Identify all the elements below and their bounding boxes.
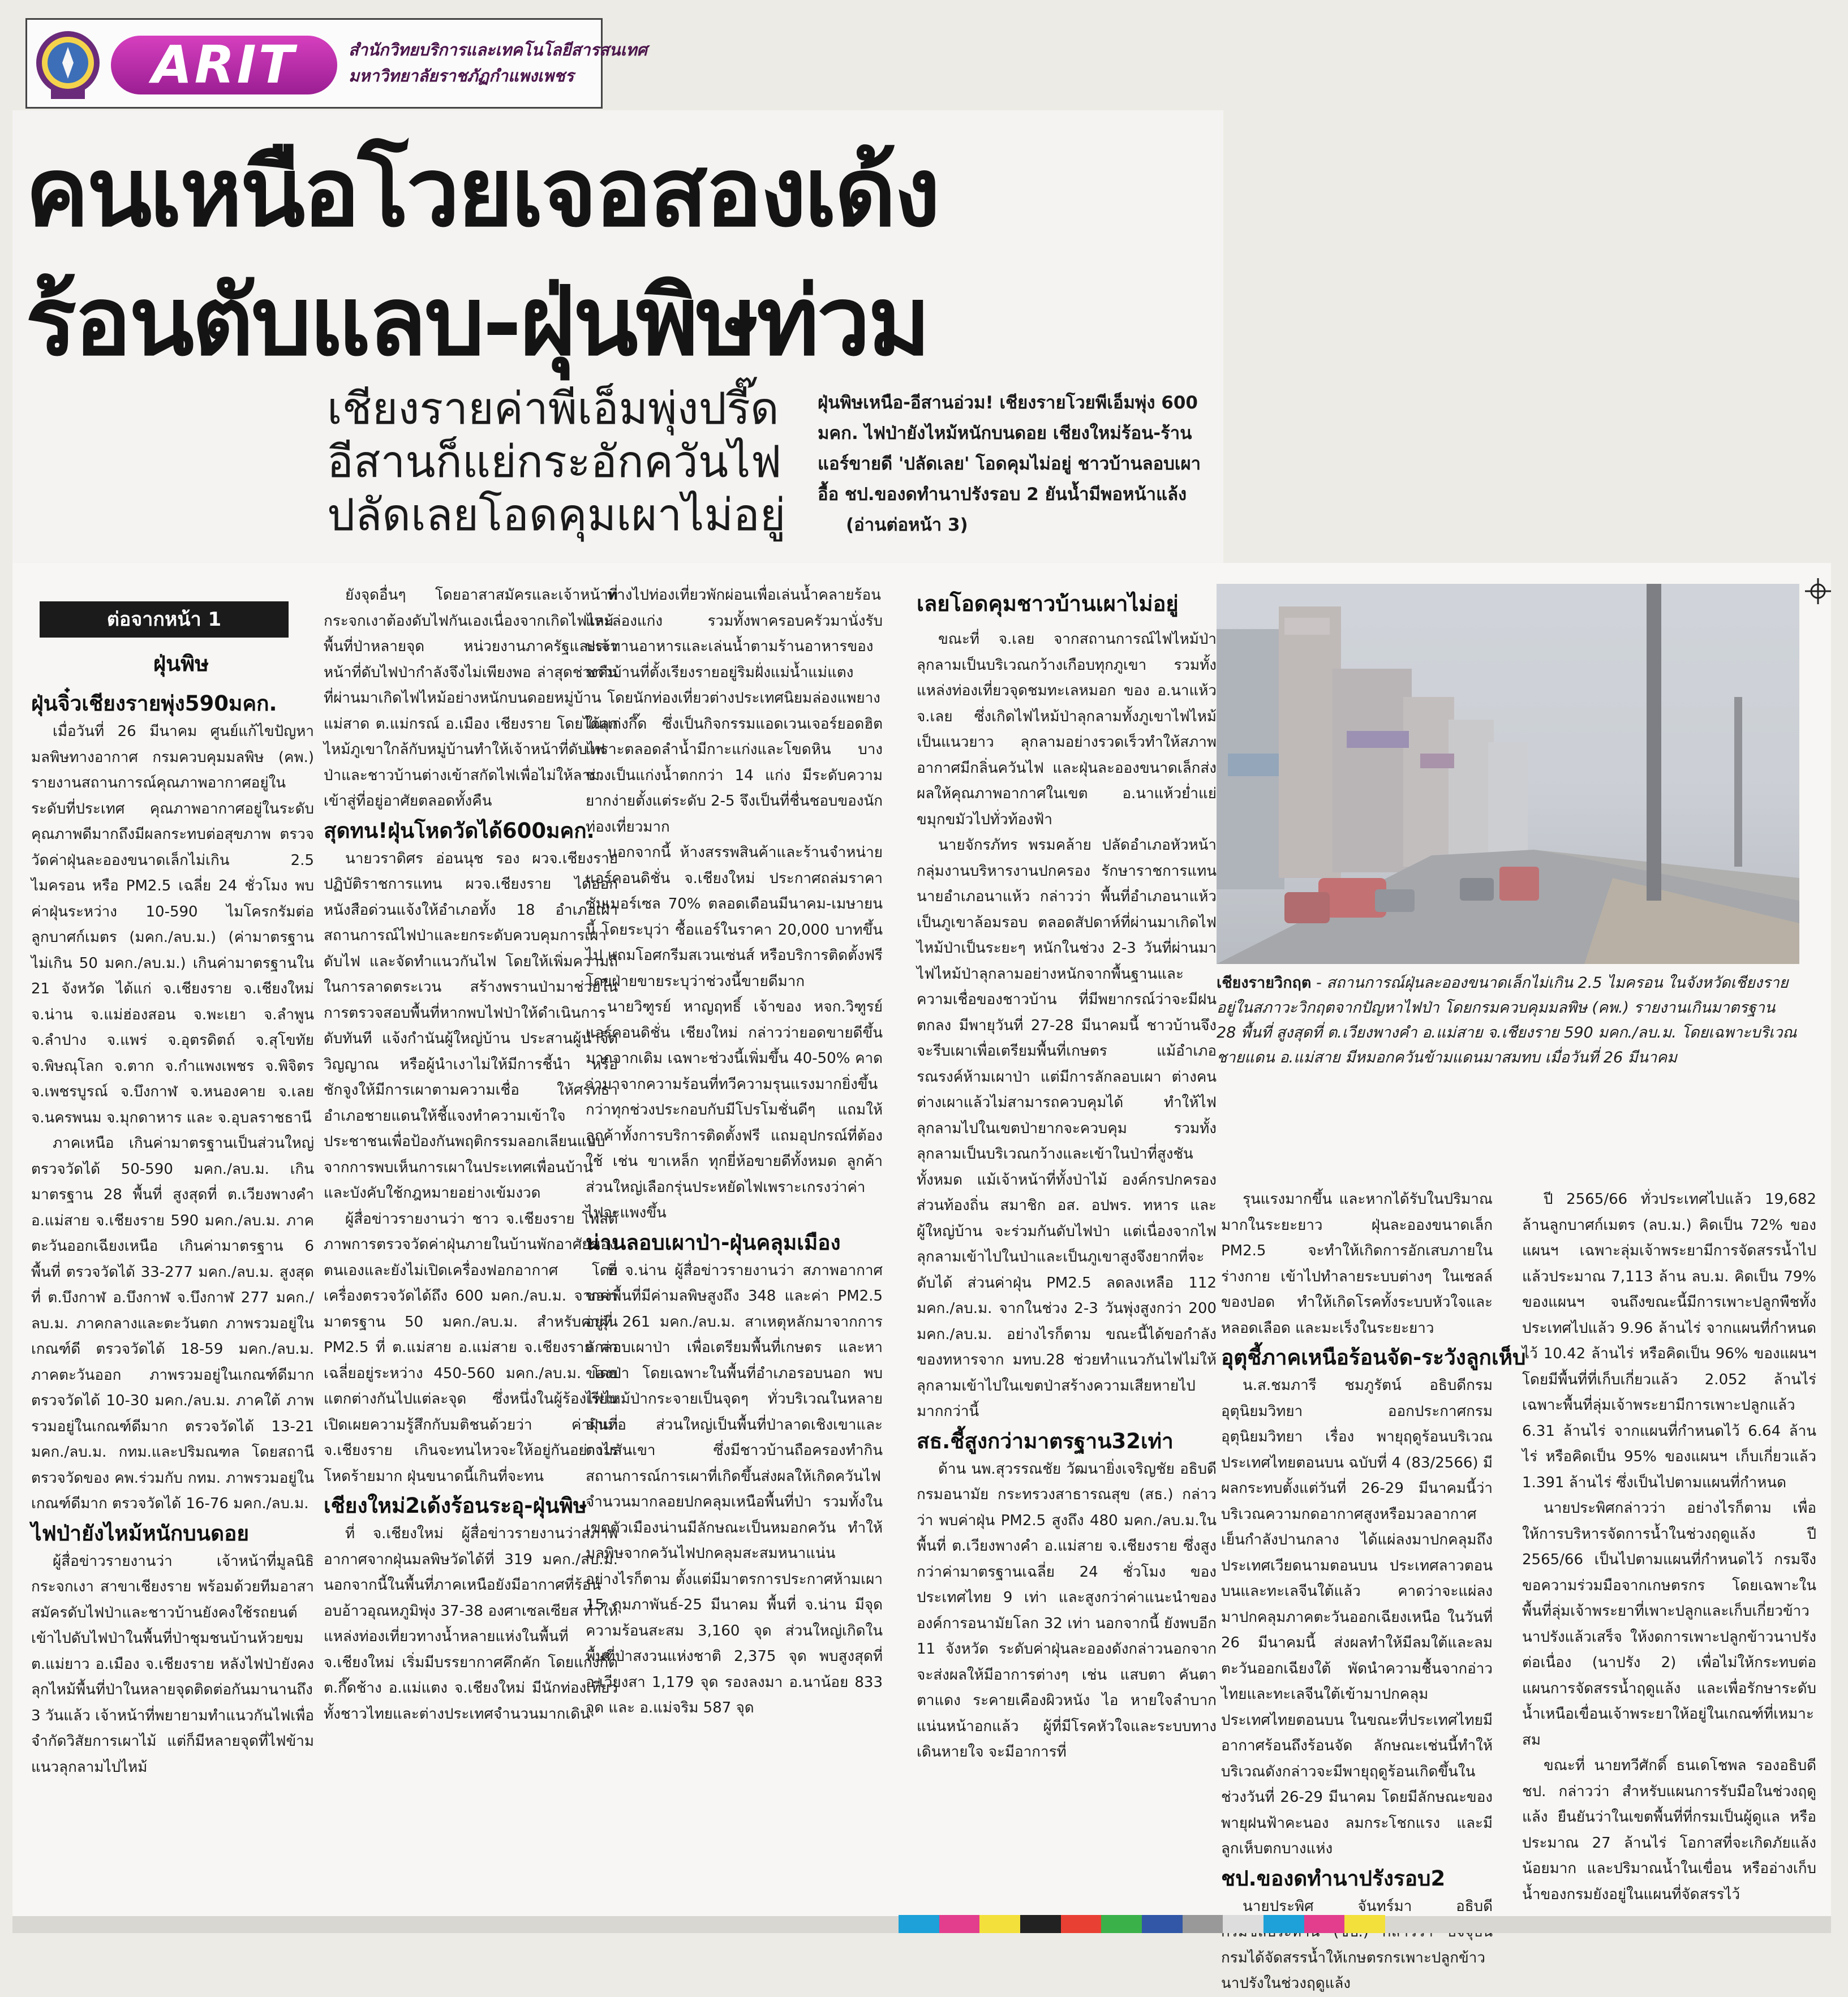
section-tag: ฝุ่นพิษ bbox=[153, 651, 209, 676]
col5-paragraph-1: รุนแรงมากขึ้น และหากได้รับในปริมาณมากในระยะยาว ฝุ่นละอองขนาดเล็ก PM2.5 จะทำให้เกิดการอักเสบภายในร่างกาย เข้าไปทำลายระบบต่างๆ ในเซลล์ของปอด ทำให้เกิดโรคทั้งระบบหัวใจและหลอดเลือด และมะเร็งในระยะยาว bbox=[1221, 1191, 1493, 1337]
arit-logo-text: ARIT bbox=[152, 36, 296, 94]
photo-caption bbox=[1217, 971, 1799, 1070]
col5-heading-2: ชป.ของดทำนาปรังรอบ2 bbox=[1221, 1866, 1446, 1891]
col3-paragraph-4: นายวิฑูรย์ หาญฤทธิ์ เจ้าของ หจก.วิฑูรย์แอร์คอนดิชั่น เชียงใหม่ กล่าวว่ายอดขายดีขึ้นมากจากเดิม เฉพาะช่วงนี้เพิ่มขึ้น 40-50% คาดว่ามาจากความร้อนที่ทวีความรุนแรงมากยิ่งขึ้น กว่าทุกช่วงประกอบกับมีโปรโมชั่นดีๆ แถมให้ลูกค้าทั้งการบริการติดตั้งฟรี แถมอุปกรณ์ที่ต้องใช้ เช่น ขาเหล็ก ทุกยี่ห้อขายดีทั้งหมด ลูกค้าส่วนใหญ่เลือกรุ่นประหยัดไฟเพราะเกรงว่าค่าไฟจะแพงขึ้น bbox=[586, 998, 883, 1221]
col5-paragraph-3: นายประพิศ จันทร์มา อธิบดี กรมได้จัดสรรน้ำให้เกษตรกรเพาะปลูกข้าวนาปรังในช่วงฤดูแล้ง bbox=[1221, 1897, 1493, 1992]
col5-heading-1: อุตุชี้ภาคเหนือร้อนจัด-ระวังลูกเห็บ bbox=[1221, 1345, 1526, 1370]
continued-on-page-note: (อ่านต่อหน้า 3) bbox=[846, 515, 968, 535]
color-swatch bbox=[1344, 1915, 1385, 1933]
color-swatch bbox=[1304, 1915, 1345, 1933]
article-column-5 bbox=[1221, 1187, 1526, 1997]
arit-label bbox=[25, 18, 647, 109]
col4-heading-top: เลยโอดคุมชาวบ้านเผาไม่อยู่ bbox=[917, 591, 1179, 616]
color-swatch bbox=[1183, 1915, 1223, 1933]
col6-paragraph-2: นายประพิศกล่าวว่า อย่างไรก็ตาม เพื่อให้การบริหารจัดการน้ำในช่วงฤดูแล้ง ปี 2565/66 เป็นไปตามแผนที่กำหนดไว้ กรมจึงขอความร่วมมือจากเกษตรกร โดยเฉพาะในพื้นที่ลุ่มเจ้าพระยาที่เพาะปลูกและเก็บเกี่ยวข้าวนาปรังแล้วเสร็จ ให้งดการเพาะปลูกข้าวนาปรังต่อเนื่อง (นาปรัง 2) เพื่อไม่ให้กระทบต่อแผนการจัดสรรน้ำฤดูแล้ง และเพื่อรักษาระดับน้ำเหนือเขื่อนเจ้าพระยาให้อยู่ในเกณฑ์ที่เหมาะสม bbox=[1522, 1500, 1816, 1749]
col2-paragraph-3: ผู้สื่อข่าวรายงานว่า ชาว จ.เชียงราย โพสต์ภาพการตรวจวัดค่าฝุ่นภายในบ้านพักอาศัยของตนเองและยังไม่เปิดเครื่องฟอกอากาศ โดยเครื่องตรวจวัดได้ถึง 600 มคก./ลบ.ม. จากค่ามาตรฐาน 50 มคก./ลบ.ม. สำหรับค่าฝุ่น PM2.5 ที่ ต.แม่สาย อ.แม่สาย จ.เชียงราย ค่าเฉลี่ยอยู่ระหว่าง 450-560 มคก./ลบ.ม. โดยแตกต่างกันไปแต่ละจุด ซึ่งหนึ่งในผู้ร้องเรียนเปิดเผยความรู้สึกกับมติชนด้วยว่า ค่าฝุ่นที่ จ.เชียงราย เกินจะทนไหวจะให้อยู่กันอย่างไร โหดร้ายมาก ฝุ่นขนาดนี้เกินที่จะทน bbox=[324, 1210, 618, 1485]
col3-paragraph-5: ที่ จ.น่าน ผู้สื่อข่าวรายงานว่า สภาพอากาศของพื้นที่มีค่ามลพิษสูงถึง 348 และค่า PM2.5 อยู่ที่ 261 มคก./ลบ.ม. สาเหตุหลักมาจากการลักลอบเผาป่า เพื่อเตรียมพื้นที่เกษตร และหาของป่า โดยเฉพาะในพื้นที่อำเภอรอบนอก พบไฟไหม้ป่ากระจายเป็นจุดๆ ทั่วบริเวณในหลายอำเภอ ส่วนใหญ่เป็นพื้นที่ป่าลาดเชิงเขาและตามสันเขา ซึ่งมีชาวบ้านถือครองทำกิน สถานการณ์การเผาที่เกิดขึ้นส่งผลให้เกิดควันไฟจำนวนมากลอยปกคลุมเหนือพื้นที่ป่า รวมทั้งในเขตตัวเมืองน่านมีลักษณะเป็นหมอกควัน ทำให้มลพิษจากควันไฟปกคลุมสะสมหนาแน่น อย่างไรก็ตาม ตั้งแต่มีมาตรการประกาศห้ามเผา 15 กุมภาพันธ์-25 มีนาคม พื้นที่ จ.น่าน มีจุดความร้อนสะสม 3,160 จุด ส่วนใหญ่เกิดในพื้นที่ป่าสงวนแห่งชาติ 2,375 จุด พบสูงสุดที่ อ.เวียงสา 1,179 จุด รองลงมา อ.นาน้อย 833 จุด และ อ.แม่จริม 587 จุด bbox=[586, 1262, 883, 1716]
headline-line2: ร้อนตับแลบ-ฝุ่นพิษท่วม bbox=[25, 265, 929, 377]
photo-caption-label: เชียงรายวิกฤต bbox=[1217, 974, 1312, 992]
subhead-line2: อีสานก็แย่กระอักควันไฟ bbox=[327, 437, 782, 487]
arit-org-line1: สำนักวิทยบริการและเทคโนโลยีสารสนเทศ bbox=[349, 40, 647, 59]
color-swatch bbox=[1263, 1915, 1304, 1933]
color-swatch bbox=[1223, 1915, 1263, 1933]
col4-paragraph-3: ด้าน นพ.สุวรรณชัย วัฒนายิ่งเจริญชัย อธิบดีกรมอนามัย กระทรวงสาธารณสุข (สธ.) กล่าวว่า พบค่าฝุ่น PM2.5 สูงถึง 480 มคก./ลบ.ม.ในพื้นที่ ต.เวียงพางคำ อ.แม่สาย จ.เชียงราย ซึ่งสูงกว่าค่ามาตรฐานเฉลี่ย 24 ชั่วโมง ของประเทศไทย 9 เท่า และสูงกว่าค่าแนะนำขององค์การอนามัยโลก 32 เท่า นอกจากนี้ ยังพบอีก 11 จังหวัด ระดับค่าฝุ่นละอองดังกล่าวนอกจากจะส่งผลให้มีอาการต่างๆ เช่น แสบตา คันตา ตาแดง ระคายเคืองผิวหนัง ไอ หายใจลำบาก แน่นหน้าอกแล้ว ผู้ที่มีโรคหัวใจและระบบทางเดินหายใจ จะมีอาการที่ bbox=[917, 1460, 1217, 1761]
col5-paragraph-2: น.ส.ชมภารี ชมภูรัตน์ อธิบดีกรมอุตุนิยมวิทยา ออกประกาศกรมอุตุนิยมวิทยา เรื่อง พายุฤดูร้อนบริเวณประเทศไทยตอนบน ฉบับที่ 4 (83/2566) มีผลกระทบตั้งแต่วันที่ 26-29 มีนาคมนี้ว่า บริเวณความกดอากาศสูงหรือมวลอากาศเย็นกำลังปานกลาง ได้แผ่ลงมาปกคลุมถึงประเทศเวียดนามตอนบน ประเทศลาวตอนบนและทะเลจีนใต้แล้ว คาดว่าจะแผ่ลงมาปกคลุมภาคตะวันออกเฉียงเหนือ ในวันที่ 26 มีนาคมนี้ ส่งผลทำให้มีลมใต้และลมตะวันออกเฉียงใต้ พัดนำความชื้นจากอ่าวไทยและทะเลจีนใต้เข้ามาปกคลุมประเทศไทยตอนบน ในขณะที่ประเทศไทยมีอากาศร้อนถึงร้อนจัด ลักษณะเช่นนี้ทำให้บริเวณดังกล่าวจะมีพายุฤดูร้อนเกิดขึ้นในช่วงวันที่ 26-29 มีนาคม โดยมีลักษณะของพายุฝนฟ้าคะนอง ลมกระโชกแรง และมีลูกเห็บตกบางแห่ง bbox=[1221, 1377, 1493, 1857]
article-column-3 bbox=[586, 583, 883, 1721]
col3-paragraph-2: โดยนักท่องเที่ยวต่างประเทศนิยมล่องแพยางในแก่งกึ๊ด ซึ่งเป็นกิจกรรมแอดเวนเจอร์ยอดฮิต เพราะตลอดลำน้ำมีกาะแก่งและโขดหิน บางช่วงเป็นแก่งน้ำตกกว่า 14 แก่ง มีระดับความยากง่ายตั้งแต่ระดับ 2-5 จึงเป็นที่ชื่นชอบของนักท่องเที่ยวมาก bbox=[586, 690, 883, 836]
col2-heading-2: เชียงใหม่2เด้งร้อนระอุ-ฝุ่นพิษ bbox=[324, 1494, 587, 1518]
col1-heading-2: ไฟป่ายังไหม้หนักบนดอย bbox=[31, 1521, 249, 1546]
arit-logo bbox=[111, 36, 337, 94]
color-swatch bbox=[939, 1915, 980, 1933]
color-swatch bbox=[979, 1915, 1020, 1933]
col3-paragraph-3: นอกจากนี้ ห้างสรรพสินค้าและร้านจำหน่ายแอร์คอนดิชั่น จ.เชียงใหม่ ประกาศถล่มราคาซัมเมอร์เซล 70% ตลอดเดือนมีนาคม-เมษายนนี้ โดยระบุว่า ซื้อแอร์ในราคา 20,000 บาทขึ้นไป แถมโอศกรีมสเวนเซ่นส์ หรือบริการติดตั้งฟรี โดยฝ่ายขายระบุว่าช่วงนี้ขายดีมาก bbox=[586, 844, 883, 990]
article-column-1 bbox=[31, 687, 314, 1780]
lead-paragraph bbox=[818, 388, 1214, 540]
news-photo bbox=[1217, 584, 1799, 964]
headline-line1: คนเหนือโวยเจอสองเด้ง bbox=[25, 136, 938, 248]
subhead-line1: เชียงรายค่าพีเอ็มพุ่งปรี๊ด bbox=[327, 384, 779, 433]
col2-paragraph-4: ที่ จ.เชียงใหม่ ผู้สื่อข่าวรายงานว่าสภาพอากาศจากฝุ่นมลพิษวัดได้ที่ 319 มคก./ลบ.ม. นอกจากนี้ในพื้นที่ภาคเหนือยังมีอากาศที่ร้อนอบอ้าวอุณหภูมิพุ่ง 37-38 องศาเซลเซียส ทำให้แหล่งท่องเที่ยวทางน้ำหลายแห่งในพื้นที่ จ.เชียงใหม่ เริ่มมีบรรยากาศคึกคัก โดยแก่งกึ๊ด ต.กึ๊ดช้าง อ.แม่แตง จ.เชียงใหม่ มีนักท่องเที่ยวทั้งชาวไทยและต่างประเทศจำนวนมากเดิน bbox=[324, 1525, 618, 1723]
col3-heading-1: น่านลอบเผาป่า-ฝุ่นคลุมเมือง bbox=[586, 1230, 841, 1255]
page-headline bbox=[25, 127, 1211, 385]
col1-paragraph-1: เมื่อวันที่ 26 มีนาคม ศูนย์แก้ไขปัญหามลพิษทางอากาศ กรมควบคุมมลพิษ (คพ.) รายงานสถานการณ์คุณภาพอากาศอยู่ในระดับที่ประเทศ คุณภาพอากาศอยู่ในระดับคุณภาพดีมากถึงมีผลกระทบต่อสุขภาพ ตรวจวัดค่าฝุ่นละอองขนาดเล็กไม่เกิน 2.5 ไมครอน หรือ PM2.5 เฉลี่ย 24 ชั่วโมง พบค่าฝุ่นระหว่าง 10-590 ไมโครกรัมต่อลูกบาศก์เมตร (มคก./ลบ.ม.) (ค่ามาตรฐานไม่เกิน 50 มคก./ลบ.ม.) เกินค่ามาตรฐานใน 21 จังหวัด ได้แก่ จ.เชียงราย จ.เชียงใหม่ จ.น่าน จ.แม่ฮ่องสอน จ.พะเยา จ.ลำพูน จ.ลำปาง จ.แพร่ จ.อุตรดิตถ์ จ.สุโขทัย จ.พิษณุโลก จ.ตาก จ.กำแพงเพชร จ.พิจิตร จ.เพชรบูรณ์ จ.บึงกาฬ จ.หนองคาย จ.เลย จ.นครพนม จ.มุกดาหาร และ จ.อุบลราชธานี bbox=[31, 723, 314, 1126]
col2-heading-1: สุดทน!ฝุ่นโหดวัดได้600มคก. bbox=[324, 818, 595, 843]
hazy-street-illustration bbox=[1217, 584, 1799, 964]
registration-mark-icon bbox=[1805, 578, 1831, 604]
print-color-bar bbox=[899, 1915, 1385, 1933]
col6-paragraph-1: ปี 2565/66 ทั่วประเทศไปแล้ว 19,682 ล้านลูกบาศก์เมตร (ลบ.ม.) คิดเป็น 72% ของแผนฯ เฉพาะลุ่มเจ้าพระยามีการจัดสรรน้ำไปแล้วประมาณ 7,113 ล้าน ลบ.ม. คิดเป็น 79% ของแผนฯ จนถึงขณะนี้มีการเพาะปลูกพืชทั้งประเทศไปแล้ว 9.96 ล้านไร่ จากแผนที่กำหนดไว้ 10.42 ล้านไร่ หรือคิดเป็น 96% ของแผนฯ โดยมีพื้นที่ที่เก็บเกี่ยวแล้ว 2.052 ล้านไร่ เฉพาะพื้นที่ลุ่มเจ้าพระยามีการเพาะปลูกแล้ว 6.31 ล้านไร่ จากแผนที่กำหนดไว้ 6.64 ล้านไร่ หรือคิดเป็น 95% ของแผนฯ เก็บเกี่ยวแล้ว 1.391 ล้านไร่ ซึ่งเป็นไปตามแผนที่กำหนด bbox=[1522, 1191, 1816, 1491]
arit-org-line2: มหาวิทยาลัยราชภัฏกำแพงเพชร bbox=[349, 66, 574, 85]
col1-paragraph-3: ผู้สื่อข่าวรายงานว่า เจ้าหน้าที่มูลนิธิกระจกเงา สาขาเชียงราย พร้อมด้วยทีมอาสาสมัครดับไฟป่าและชาวบ้านยังคงใช้รถยนต์เข้าไปดับไฟป่าในพื้นที่ป่าชุมชนบ้านห้วยขม ต.แม่ยาว อ.เมือง จ.เชียงราย หลังไฟป่ายังคงลุกไหม้พื้นที่ป่าในหลายจุดติดต่อกันมานานถึง 3 วันแล้ว เจ้าหน้าที่พยายามทำแนวกันไฟเพื่อจำกัดวิสัยการเผาไม้ แต่ก็มีหลายจุดที่ไฟข้ามแนวลุกลามไปไหม้ bbox=[31, 1552, 314, 1776]
col3-paragraph-1: ทางไปท่องเที่ยวพักผ่อนเพื่อเล่นน้ำคลายร้อนและล่องแก่ง รวมทั้งพาครอบครัวมานั่งรับประทานอาหารและเล่นน้ำตามร้านอาหารของชาวบ้านที่ตั้งเรียงรายอยู่ริมฝั่งแม่น้ำแม่แตง bbox=[586, 587, 883, 681]
col2-paragraph-1: ยังจุดอื่นๆ โดยอาสาสมัครและเจ้าหน้าที่กระจกเงาต้องดับไฟกันเองเนื่องจากเกิดไฟไหม้พื้นที่ป่าหลายจุด หน่วยงานภาครัฐและเจ้าหน้าที่ดับไฟป่ากำลังจึงไม่เพียงพอ ล่าสุดช่วงคืนที่ผ่านมาเกิดไฟไหม้อย่างหนักบนดอยหมู่บ้านแม่สาด ต.แม่กรณ์ อ.เมือง เชียงราย โดยได้ลุกไหม้ภูเขาใกล้กับหมู่บ้านทำให้เจ้าหน้าที่ดับไฟป่าและชาวบ้านต่างเข้าสกัดไฟเพื่อไม่ให้ลามเข้าสู่ที่อยู่อาศัยตลอดทั้งคืน bbox=[324, 587, 618, 810]
subhead-line3: ปลัดเลยโอดคุมเผาไม่อยู่ bbox=[327, 490, 786, 540]
article-column-6 bbox=[1522, 1187, 1816, 1908]
col2-paragraph-2: นายวราดิศร อ่อนนุช รอง ผวจ.เชียงราย ปฏิบัติราชการแทน ผวจ.เชียงราย ได้ออกหนังสือด่วนแจ้งให้อำเภอทั้ง 18 อำเภอเฝ้าสถานการณ์ไฟป่าและยกระดับควบคุมการเผา ดับไฟ และจัดทำแนวกันไฟ โดยให้เพิ่มความถี่ในการลาดตระเวน สร้างพรานป่ามาช่วยในการตรวจสอบพื้นที่หากพบไฟป่าให้ดำเนินการดับทันที แจ้งกำนันผู้ใหญ่บ้าน ประสานผู้นำจิตวิญญาณ หรือผู้นำเงาไม่ให้มีการชี้นำ หรือชักจูงให้มีการเผาตามความเชื่อ ให้ศรัทธาอำเภอชายแดนให้ชี้แจงทำความเข้าใจประชาชนเพื่อป้องกันพฤติกรรมลอกเลียนแบบจากการพบเห็นการเผาในประเทศเพื่อนบ้านและบังคับใช้กฎหมายอย่างเข้มงวด bbox=[324, 850, 618, 1202]
photo-caption-text: - สถานการณ์ฝุ่นละอองขนาดเล็กไม่เกิน 2.5 ไมครอน ในจังหวัดเชียงรายอยู่ในสภาวะวิกฤตจากปัญหาไฟป่า โดยกรมควบคุมมลพิษ (คพ.) รายงานเกินมาตรฐาน 28 พื้นที่ สูงสุดที่ ต.เวียงพางคำ อ.แม่สาย จ.เชียงราย 590 มคก./ลบ.ม. โดยเฉพาะบริเวณชายแดน อ.แม่สาย มีหมอกควันข้ามแดนมาสมทบ เมื่อวันที่ 26 มีนาคม bbox=[1217, 974, 1797, 1066]
color-swatch bbox=[1020, 1915, 1061, 1933]
col4-heading-1: สธ.ชี้สูงกว่ามาตรฐาน32เท่า bbox=[917, 1428, 1174, 1453]
continued-from-label: ต่อจากหน้า 1 bbox=[40, 601, 289, 638]
article-column-2 bbox=[324, 583, 618, 1727]
color-swatch bbox=[899, 1915, 939, 1933]
col1-paragraph-2: ภาคเหนือ เกินค่ามาตรฐานเป็นส่วนใหญ่ ตรวจวัดได้ 50-590 มคก./ลบ.ม. เกินมาตรฐาน 28 พื้นที่ สูงสุดที่ ต.เวียงพางคำ อ.แม่สาย จ.เชียงราย 590 มคก./ลบ.ม. ภาคตะวันออกเฉียงเหนือ เกินค่ามาตรฐาน 6 พื้นที่ ตรวจวัดได้ 33-277 มคก./ลบ.ม. สูงสุดที่ ต.บึงกาฬ อ.บึงกาฬ จ.บึงกาฬ 277 มคก./ลบ.ม. ภาคกลางและตะวันตก ภาพรวมอยู่ในเกณฑ์ดี ตรวจวัดได้ 18-59 มคก./ลบ.ม. ภาคตะวันออก ภาพรวมอยู่ในเกณฑ์ดีมาก ตรวจวัดได้ 10-30 มคก./ลบ.ม. ภาคใต้ ภาพรวมอยู่ในเกณฑ์ดีมาก ตรวจวัดได้ 13-21 มคก./ลบ.ม. กทม.และปริมณฑล โดยสถานีตรวจวัดของ คพ.ร่วมกับ กทม. ภาพรวมอยู่ในเกณฑ์ดีมาก ตรวจวัดได้ 16-76 มคก./ลบ.ม. bbox=[31, 1135, 314, 1512]
article-column-4 bbox=[917, 627, 1217, 1766]
col6-paragraph-3: ขณะที่ นายทวีศักดิ์ ธนเดโชพล รองอธิบดี ชป. กล่าวว่า สำหรับแผนการรับมือในช่วงฤดูแล้ง ยืนยันว่าในเขตพื้นที่ที่กรมเป็นผู้ดูแล หรือประมาณ 27 ล้านไร่ โอกาสที่จะเกิดภัยแล้งน้อยมาก และปริมาณน้ำในเขื่อน หรืออ่างเก็บน้ำของกรมยังอยู่ในแผนที่จัดสรรไว้ bbox=[1522, 1757, 1816, 1903]
color-swatch bbox=[1061, 1915, 1102, 1933]
col4-paragraph-1: ขณะที่ จ.เลย จากสถานการณ์ไฟไหม้ป่าลุกลามเป็นบริเวณกว้างเกือบทุกภูเขา รวมทั้งแหล่งท่องเที่ยวจุดชมทะเลหมอก ของ อ.นาแห้ว จ.เลย ซึ่งเกิดไฟไหม้ป่าลุกลามทั้งภูเขาไฟไหม้เป็นแนวยาว ลุกลามอย่างรวดเร็วทำให้สภาพอากาศมีกลิ่นควันไฟ และฝุ่นละอองขนาดเล็กส่งผลให้คุณภาพอากาศในเขต อ.นาแห้วย่ำแย่ ขมุกขมัวไปทั่วท้องฟ้า bbox=[917, 631, 1217, 828]
col4-paragraph-2: นายจักรภัทร พรมคล้าย ปลัดอำเภอหัวหน้ากลุ่มงานบริหารงานปกครอง รักษาราชการแทนนายอำเภอนาแห้ว กล่าวว่า พื้นที่อำเภอนาแห้วเป็นภูเขาล้อมรอบ ตลอดสัปดาห์ที่ผ่านมาเกิดไฟไหม้ป่าเป็นระยะๆ หนักในช่วง 2-3 วันที่ผ่านมา ไฟไหม้ป่าลุกลามอย่างหนักจากพื้นฐานและความเชื่อของชาวบ้าน ที่มีพยากรณ์ว่าจะมีฝนตกลง มีพายุวันที่ 27-28 มีนาคมนี้ ชาวบ้านจึงจะรีบเผาเพื่อเตรียมพื้นที่เกษตร แม้อำเภอรณรงค์ห้ามเผาป่า แต่มีการลักลอบเผา ต่างคนต่างเผาแล้วไม่สามารถควบคุมได้ ทำให้ไฟลุกลามไปในเขตป่ายากจะควบคุม รวมทั้งลุกลามเป็นบริเวณกว้างและเข้าในป่าที่สูงชันทั้งหมด แม้เจ้าหน้าที่ทั้งป่าไม้ องค์กรปกครองส่วนท้องถิ่น สมาชิก อส. อปพร. ทหาร และผู้ใหญ่บ้าน จะร่วมกันดับไฟป่า แต่เนื่องจากไฟลุกลามเข้าไปในป่าและเป็นภูเขาสูงจึงยากที่จะดับได้ ส่วนค่าฝุ่น PM2.5 ลดลงเหลือ 112 มคก./ลบ.ม. จากในช่วง 2-3 วันพุ่งสูงกว่า 200 มคก./ลบ.ม. อย่างไรก็ตาม ขณะนี้ได้ขอกำลังของทหารจาก มทบ.28 ช่วยทำแนวกันไฟไม่ให้ลุกลามเข้าไปในเขตป่าสร้างความเสียหายไปมากกว่านี้ bbox=[917, 837, 1217, 1420]
university-seal-icon bbox=[34, 28, 102, 101]
col1-heading-1: ฝุ่นจิ๋วเชียงรายพุ่ง590มคก. bbox=[31, 691, 277, 716]
subheadline bbox=[327, 382, 786, 541]
color-swatch bbox=[1142, 1915, 1183, 1933]
lead-text: ฝุ่นพิษเหนือ-อีสานอ่วม! เชียงรายโวยพีเอ็มพุ่ง 600 มคก. ไฟป่ายังไหม้หนักบนดอย เชียงใหม่ร้อน-ร้านแอร์ขายดี 'ปลัดเลย' โอดคุมไม่อยู่ ชาวบ้านลอบเผาอื้อ ชป.ของดทำนาปรังรอบ 2 ยันน้ำมีพอหน้าแล้ง bbox=[818, 393, 1201, 505]
arit-organization bbox=[349, 37, 647, 89]
color-swatch bbox=[1101, 1915, 1142, 1933]
